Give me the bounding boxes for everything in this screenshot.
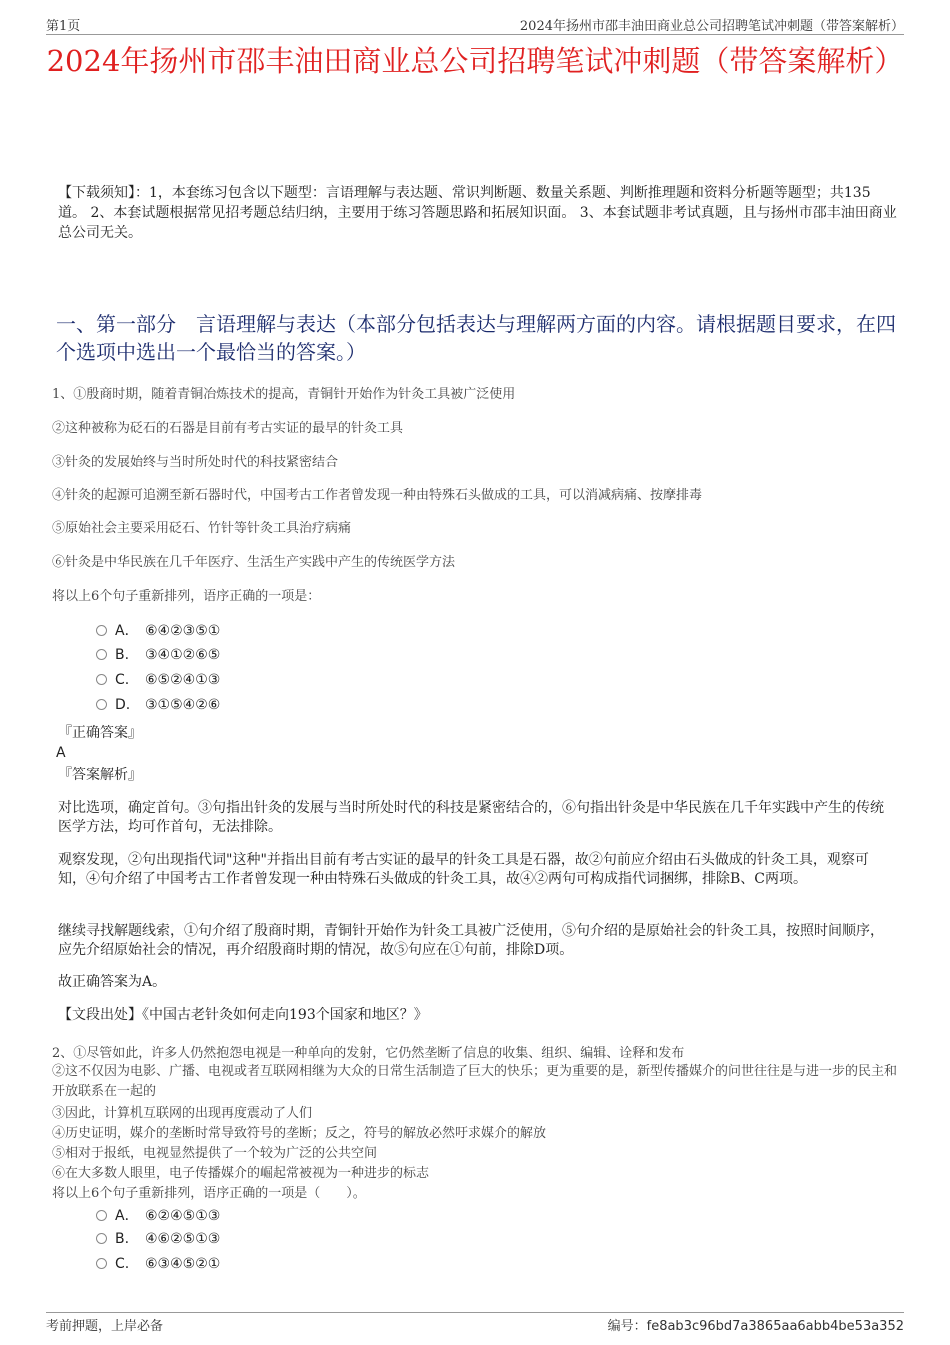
q1-sentence-2: ②这种被称为砭石的石器是目前有考古实证的最早的针灸工具: [52, 421, 404, 436]
q2-sentence-4: ④历史证明，媒介的垄断时常导致符号的垄断；反之，符号的解放必然吁求媒介的解放: [52, 1126, 547, 1141]
page-footer: [46, 1312, 904, 1334]
q2-sentence-3: ③因此，计算机互联网的出现再度震动了人们: [52, 1106, 313, 1121]
radio-icon[interactable]: [96, 649, 107, 660]
footer-code-label: 编号：: [607, 1319, 647, 1334]
q1-sentence-6: ⑥针灸是中华民族在几千年医疗、生活生产实践中产生的传统医学方法: [52, 555, 456, 570]
q1-prompt: 将以上6个句子重新排列，语序正确的一项是：: [52, 589, 321, 604]
option-letter: D.: [115, 697, 131, 713]
q1-option-c[interactable]: [96, 672, 220, 688]
footer-slogan: 考前押题，上岸必备: [46, 1319, 164, 1334]
option-letter: A．: [115, 1208, 139, 1224]
analysis-paragraph-1: 对比选项，确定首句。③句指出针灸的发展与当时所处时代的科技是紧密结合的，⑥句指出针灸是中华民族在几千年实践中产生的传统医学方法，均可作首句，无法排除。: [58, 800, 884, 835]
option-text: ⑥②④⑤①③: [145, 1208, 221, 1224]
q2-option-a[interactable]: [96, 1205, 220, 1225]
analysis-conclusion: 故正确答案为A。: [58, 974, 167, 990]
download-notice: 【下载须知】：1，本套练习包含以下题型：言语理解与表达题、常识判断题、数量关系题、判断推理题和资料分析题等题型；共135道。 2、本套试题根据常见招考题总结归纳，主要用于练习答题思路和拓展知识面。 3、本套试题非考试真题，且与扬州市邵丰油田商业总公司无关。: [58, 185, 897, 241]
radio-icon[interactable]: [96, 1258, 107, 1269]
page-header: [46, 12, 904, 35]
q2-sentence-1: 2、①尽管如此，许多人仍然抱怨电视是一种单向的发射，它仍然垄断了信息的收集、组织、编辑、诠释和发布: [52, 1046, 685, 1061]
q2-prompt: 将以上6个句子重新排列，语序正确的一项是（ ）。: [52, 1186, 366, 1201]
page-number: 第1页: [46, 19, 81, 34]
q2-option-c[interactable]: [96, 1256, 220, 1272]
radio-icon[interactable]: [96, 1210, 107, 1221]
radio-icon[interactable]: [96, 1233, 107, 1244]
header-doc-title: 2024年扬州市邵丰油田商业总公司招聘笔试冲刺题（带答案解析）: [519, 19, 904, 34]
footer-code-value: fe8ab3c96bd7a3865aa6abb4be53a352: [646, 1319, 904, 1334]
analysis-paragraph-3: 继续寻找解题线索，①句介绍了殷商时期，青铜针开始作为针灸工具被广泛使用，⑤句介绍的是原始社会的针灸工具，按照时间顺序，应先介绍原始社会的情况，再介绍殷商时期的情况，故⑤句应在①句前，排除D项。: [58, 923, 884, 958]
q1-option-b[interactable]: [96, 647, 220, 663]
q1-sentence-3: ③针灸的发展始终与当时所处时代的科技紧密结合: [52, 455, 339, 470]
option-letter: A．: [115, 623, 139, 639]
q1-sentence-4: ④针灸的起源可追溯至新石器时代，中国考古工作者曾发现一种由特殊石头做成的工具，可以消减病痛、按摩排毒: [52, 488, 703, 503]
q2-option-b[interactable]: [96, 1231, 220, 1247]
document-title: 2024年扬州市邵丰油田商业总公司招聘笔试冲刺题（带答案解析）: [46, 44, 904, 78]
option-letter: B.: [115, 647, 130, 663]
option-text: ③①⑤④②⑥: [145, 697, 221, 713]
option-text: ⑥⑤②④①③: [145, 672, 221, 688]
q1-sentence-5: ⑤原始社会主要采用砭石、竹针等针灸工具治疗病痛: [52, 521, 352, 536]
correct-answer: A: [56, 745, 66, 761]
analysis-paragraph-2: 观察发现，②句出现指代词"这种"并指出目前有考古实证的最早的针灸工具是石器，故②句前应介绍由石头做成的针灸工具，观察可知，④句介绍了中国考古工作者曾发现一种由特殊石头做成的针灸工具，故④②两句可构成指代词捆绑，排除B、C两项。: [58, 852, 869, 887]
q2-sentence-5: ⑤相对于报纸，电视显然提供了一个较为广泛的公共空间: [52, 1146, 378, 1161]
q1-option-d[interactable]: [96, 697, 220, 713]
q2-sentence-6: ⑥在大多数人眼里，电子传播媒介的崛起常被视为一种进步的标志: [52, 1166, 430, 1181]
option-letter: C.: [115, 1256, 130, 1272]
section-heading: 一、第一部分 言语理解与表达（本部分包括表达与理解两方面的内容。请根据题目要求，在四个选项中选出一个最恰当的答案。）: [56, 312, 896, 364]
option-letter: C.: [115, 672, 130, 688]
option-text: ③④①②⑥⑤: [145, 647, 221, 663]
passage-source: 【文段出处】《中国古老针灸如何走向193个国家和地区？》: [58, 1007, 428, 1023]
option-text: ⑥③④⑤②①: [145, 1256, 221, 1272]
radio-icon[interactable]: [96, 674, 107, 685]
radio-icon[interactable]: [96, 625, 107, 636]
q1-sentence-1: 1、①殷商时期，随着青铜冶炼技术的提高，青铜针开始作为针灸工具被广泛使用: [52, 387, 516, 402]
answer-label: 『正确答案』: [58, 725, 142, 741]
analysis-label: 『答案解析』: [58, 767, 142, 783]
radio-icon[interactable]: [96, 699, 107, 710]
footer-code: [608, 1315, 904, 1334]
option-text: ⑥④②③⑤①: [145, 623, 221, 639]
option-letter: B.: [115, 1231, 130, 1247]
option-text: ④⑥②⑤①③: [145, 1231, 221, 1247]
q2-sentence-2: ②这不仅因为电影、广播、电视或者互联网相继为大众的日常生活制造了巨大的快乐；更为重要的是，新型传播媒介的问世往往是与进一步的民主和开放联系在一起的: [52, 1064, 898, 1099]
q1-option-a[interactable]: [96, 620, 220, 640]
